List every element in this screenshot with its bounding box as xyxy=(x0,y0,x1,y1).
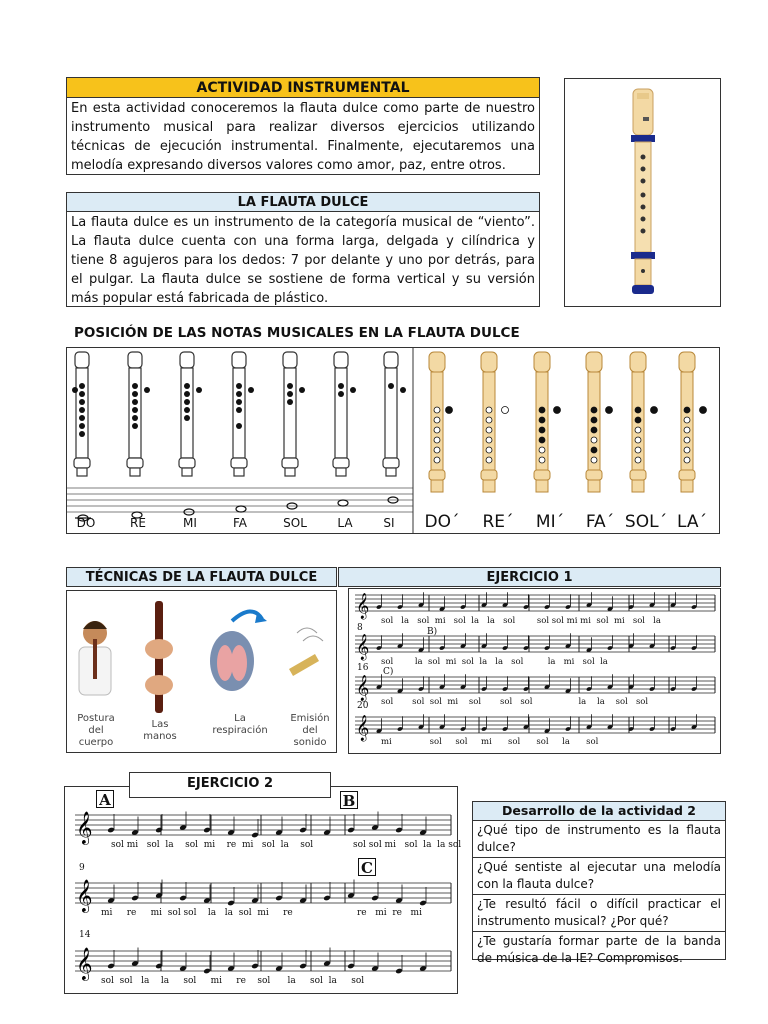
ex1-measure-16: 16 xyxy=(357,663,369,673)
ex2-measure-9: 9 xyxy=(79,863,85,873)
fingering-chart xyxy=(66,347,720,534)
ex1-mark-c: C) xyxy=(383,667,394,677)
note-label-do: DO xyxy=(76,516,96,530)
ex1-lyrics-3: sol sol sol mi sol sol sol la la sol sol xyxy=(381,697,649,707)
ex1-measure-20: 20 xyxy=(357,701,369,711)
ex1-lyrics-1: sol la sol mi sol la la sol sol sol mi mi sol mi sol la xyxy=(381,616,661,626)
ex2-measure-14: 14 xyxy=(79,930,91,940)
activity-text: En esta actividad conoceremos la flauta dulce como parte de nuestro instrumento musical para realizar diversos ejercicios utilizando técnicas de ejecución instrumental. Finalmente, ejecutaremos una melodía expresando diversos valores como amor, paz, entre otros. xyxy=(66,98,540,175)
exercise2-title: EJERCICIO 2 xyxy=(129,772,331,798)
treble-clef: 𝄞 xyxy=(76,879,93,912)
ex1-lyrics-4: mi sol sol mi sol sol la sol xyxy=(381,737,599,747)
questions-table xyxy=(472,801,726,965)
treble-clef: 𝄞 xyxy=(76,811,93,844)
note-label-sol: SOL xyxy=(283,516,307,530)
note-label-sol-high: SOL´ xyxy=(624,512,668,532)
flute-title: LA FLAUTA DULCE xyxy=(66,192,540,212)
exercise2-score xyxy=(64,786,462,994)
techniques-image xyxy=(66,590,337,753)
ex1-lyrics-2: sol la sol mi sol la la sol la mi sol la xyxy=(381,657,608,667)
treble-clef: 𝄞 xyxy=(356,715,370,741)
note-label-mi: MI xyxy=(183,516,197,530)
ex2-mark-b: B xyxy=(340,791,358,809)
ex2-lyrics-5: sol sol la la sol mi re sol la sol la sol xyxy=(101,976,365,986)
activity-title: ACTIVIDAD INSTRUMENTAL xyxy=(66,77,540,98)
caption-breathing: La respiración xyxy=(212,713,268,736)
ex2-mark-c: C xyxy=(358,858,376,876)
flute-text: La flauta dulce es un instrumento de la categoría musical de “viento”. La flauta dulce cuenta con una forma larga, delgada y cilíndrica y tiene 8 agujeros para los dedos: 7 por delante y uno por detrás, para el pulgar. La flauta dulce se sostiene de forma vertical y su versión más popular está fabricada de plástico. xyxy=(66,212,540,307)
ex1-measure-8: 8 xyxy=(357,623,363,633)
caption-posture: Postura del cuerpo xyxy=(77,713,115,748)
treble-clef: 𝄞 xyxy=(356,675,370,701)
ex2-lyrics-2: sol sol mi sol la la sol xyxy=(353,840,462,850)
ex1-mark-b: B) xyxy=(427,627,438,637)
positions-title: POSICIÓN DE LAS NOTAS MUSICALES EN LA FLAUTA DULCE xyxy=(74,325,520,341)
treble-clef: 𝄞 xyxy=(356,634,370,660)
techniques-title: TÉCNICAS DE LA FLAUTA DULCE xyxy=(66,567,337,587)
ex2-lyrics-4: re mi re mi xyxy=(357,908,422,918)
question-4: ¿Te gustaría formar parte de la banda de música de la IE? Compromisos. xyxy=(473,931,725,968)
treble-clef: 𝄞 xyxy=(76,947,93,980)
ex2-lyrics-1: sol mi sol la sol mi re mi sol la sol xyxy=(111,840,314,850)
note-label-re: RE xyxy=(130,516,146,530)
exercise1-title: EJERCICIO 1 xyxy=(338,567,721,587)
ex2-mark-a: A xyxy=(96,790,114,808)
note-label-fa-high: FA´ xyxy=(585,512,615,532)
question-2: ¿Qué sentiste al ejecutar una melodía con la flauta dulce? xyxy=(473,857,725,894)
note-label-do-high: DO´ xyxy=(424,512,460,532)
treble-clef: 𝄞 xyxy=(356,593,370,619)
questions-title: Desarrollo de la actividad 2 xyxy=(473,802,725,820)
note-label-si: SI xyxy=(383,516,395,530)
exercise1-score xyxy=(348,588,721,754)
note-label-fa: FA xyxy=(232,516,247,530)
ex2-lyrics-3: mi re mi sol sol la la sol mi re xyxy=(101,908,293,918)
caption-sound: Emisión del sonido xyxy=(290,713,330,748)
note-label-re-high: RE´ xyxy=(482,512,514,532)
note-label-la-high: LA´ xyxy=(677,512,707,532)
question-3: ¿Te resultó fácil o difícil practicar el instrumento musical? ¿Por qué? xyxy=(473,894,725,931)
recorder-image xyxy=(564,78,721,307)
question-1: ¿Qué tipo de instrumento es la flauta dulce? xyxy=(473,820,725,857)
note-label-la: LA xyxy=(337,516,353,530)
note-label-mi-high: MI´ xyxy=(535,512,565,532)
caption-hands: Las manos xyxy=(143,719,177,742)
